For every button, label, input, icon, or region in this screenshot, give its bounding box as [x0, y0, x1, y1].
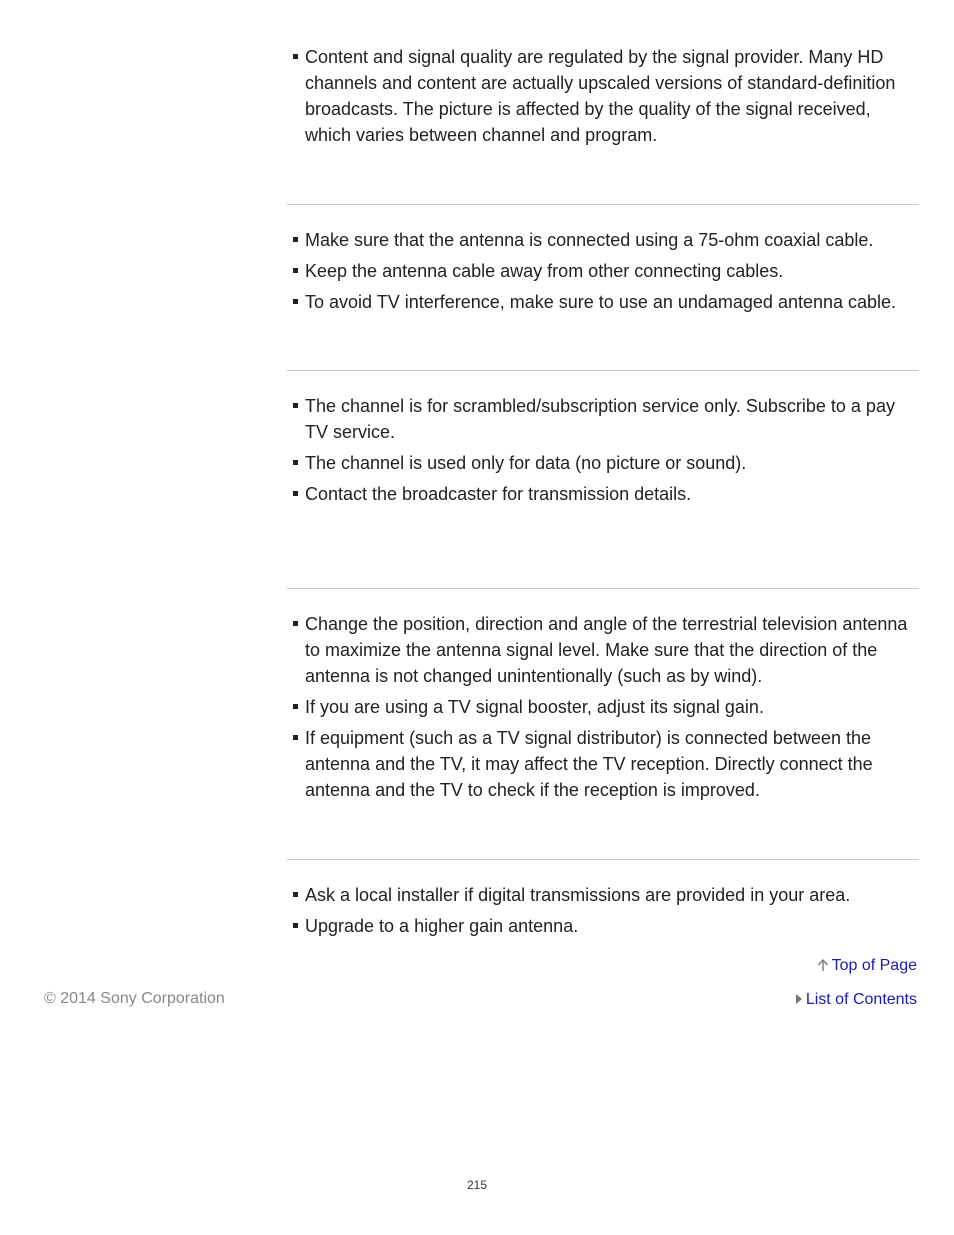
divider [287, 204, 919, 205]
list-item [287, 258, 919, 284]
list-of-contents-link[interactable] [795, 991, 917, 1009]
bullet-list [287, 882, 919, 939]
bullet-icon [293, 237, 298, 242]
list-item [287, 393, 919, 445]
bullet-icon [293, 268, 298, 273]
list-item-text: Content and signal quality are regulated by the signal provider. Many HD channels and content are actually upscaled versions of standard-definition broadcasts. The picture is affected by the quality of the signal received, which varies between channel and program. [305, 47, 896, 145]
list-item-text: The channel is used only for data (no picture or sound). [305, 453, 747, 473]
divider [287, 588, 919, 589]
troubleshoot-section-5 [287, 882, 919, 944]
list-of-contents-label: List of Contents [805, 991, 917, 1008]
top-of-page-link[interactable] [817, 957, 917, 975]
bullet-icon [293, 892, 298, 897]
divider [287, 370, 919, 371]
list-item-text: If equipment (such as a TV signal distributor) is connected between the antenna and the TV, it may affect the TV reception. Directly connect the antenna and the TV to check if the reception is improved. [305, 728, 873, 800]
list-item-text: Make sure that the antenna is connected using a 75-ohm coaxial cable. [305, 230, 874, 250]
list-item-text: To avoid TV interference, make sure to use an undamaged antenna cable. [305, 292, 897, 312]
list-item-text: Ask a local installer if digital transmissions are provided in your area. [305, 885, 851, 905]
up-arrow-icon [817, 957, 829, 975]
bullet-icon [293, 403, 298, 408]
copyright-notice: © 2014 Sony Corporation [44, 990, 225, 1007]
page-number: 215 [466, 1178, 488, 1192]
list-item [287, 44, 919, 148]
bullet-icon [293, 460, 298, 465]
list-item-text: If you are using a TV signal booster, adjust its signal gain. [305, 697, 764, 717]
list-item-text: Change the position, direction and angle of the terrestrial television antenna to maximize the antenna signal level. Make sure that the direction of the antenna is not changed unintentionally (such as by wind). [305, 614, 908, 686]
list-item [287, 725, 919, 803]
right-triangle-icon [795, 991, 803, 1009]
list-item [287, 481, 919, 507]
list-item-text: Upgrade to a higher gain antenna. [305, 916, 579, 936]
troubleshoot-section-3 [287, 393, 919, 512]
list-item [287, 289, 919, 315]
troubleshoot-section-2 [287, 227, 919, 320]
bullet-list [287, 44, 919, 148]
bullet-icon [293, 54, 298, 59]
list-item-text: Contact the broadcaster for transmission details. [305, 484, 692, 504]
list-item-text: The channel is for scrambled/subscription service only. Subscribe to a pay TV service. [305, 396, 895, 442]
bullet-icon [293, 299, 298, 304]
list-item [287, 227, 919, 253]
list-item [287, 882, 919, 908]
list-item [287, 913, 919, 939]
bullet-icon [293, 735, 298, 740]
bullet-icon [293, 491, 298, 496]
list-item [287, 450, 919, 476]
list-item [287, 694, 919, 720]
bullet-icon [293, 621, 298, 626]
list-item-text: Keep the antenna cable away from other connecting cables. [305, 261, 784, 281]
divider [287, 859, 919, 860]
troubleshoot-section-1 [287, 44, 919, 153]
bullet-list [287, 227, 919, 315]
list-item [287, 611, 919, 689]
bullet-icon [293, 923, 298, 928]
troubleshoot-section-4 [287, 611, 919, 808]
top-of-page-label: Top of Page [831, 957, 917, 974]
bullet-icon [293, 704, 298, 709]
bullet-list [287, 393, 919, 507]
bullet-list [287, 611, 919, 803]
